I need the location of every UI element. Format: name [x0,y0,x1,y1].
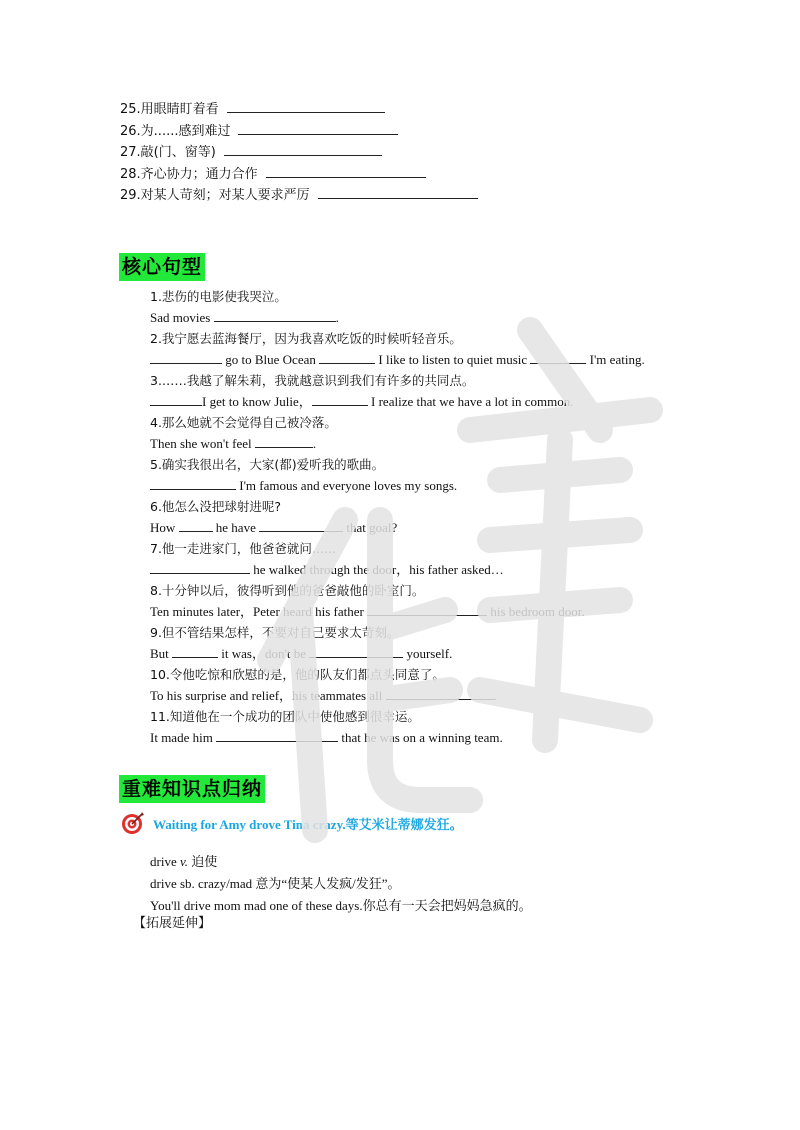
sentence-zh: 8.十分钟以后，彼得听到他的爸爸敲他的卧室门。 [150,583,425,598]
section-heading-key-points: 重难知识点归纳 [119,775,265,803]
sentence-en: But it was，don't be yourself. [150,643,710,664]
sentence-zh: 6.他怎么没把球射进呢? [150,499,282,514]
point-notes [150,851,710,917]
sentence-zh: 4.那么她就不会觉得自己被冷落。 [150,415,337,430]
sentence-en: Then she won't feel . [150,433,710,454]
point-title-text: Waiting for Amy drove Tina crazy.等艾米让蒂娜发狂。 [153,816,463,832]
sentence-zh: 2.我宁愿去蓝海餐厅，因为我喜欢吃饭的时候听轻音乐。 [150,331,462,346]
note-line: You'll drive mom mad one of these days.你总有一天会把妈妈急疯的。 [150,898,532,913]
note-line: drive sb. crazy/mad 意为“使某人发疯/发狂”。 [150,876,401,891]
sentence-en: How he have that goal? [150,517,710,538]
sentence-en: Sad movies . [150,307,710,328]
answer-blank [318,184,478,199]
sentence-en: he walked through the door，his father asked… [150,559,710,580]
point-title [121,810,463,836]
sentence-zh: 5.确实我很出名，大家(都)爱听我的歌曲。 [150,457,385,472]
sentence-en: Ten minutes later，Peter heard his father his bedroom door. [150,601,710,622]
sentence-list [150,286,710,748]
sentence-zh: 3.……我越了解朱莉，我就越意识到我们有许多的共同点。 [150,373,475,388]
sentence-en: It made him that he was on a winning team. [150,727,710,748]
vocab-item: 29.对某人苛刻；对某人要求严厉 [120,184,720,206]
sentence-zh: 10.令他吃惊和欣慰的是，他的队友们都点头同意了。 [150,667,445,682]
sentence-en: I'm famous and everyone loves my songs. [150,475,710,496]
vocab-item: 26.为......感到难过 [120,120,720,142]
answer-blank [224,141,382,156]
answer-blank [266,163,426,178]
sentence-zh: 9.但不管结果怎样，不要对自己要求太苛刻。 [150,625,400,640]
sentence-zh: 11.知道他在一个成功的团队中使他感到很幸运。 [150,709,420,724]
note-line: drive v. 迫使 [150,854,218,869]
sentence-en: go to Blue Ocean I like to listen to quiet music I'm eating. [150,349,710,370]
answer-blank [238,120,398,135]
vocab-item: 27.敲(门、窗等) [120,141,720,163]
sentence-en: I get to know Julie， I realize that we have a lot in common. [150,391,710,412]
vocab-item: 25.用眼睛盯着看 [120,98,720,120]
section-heading-key-sentences: 核心句型 [119,253,205,281]
sentence-zh: 7.他一走进家门，他爸爸就问...... [150,541,336,556]
extension-label: 【拓展延伸】 [133,916,212,931]
target-icon [121,811,145,835]
sentence-en: To his surprise and relief，his teammates all . [150,685,710,706]
sentence-zh: 1.悲伤的电影使我哭泣。 [150,289,287,304]
vocab-list [120,98,720,206]
vocab-item: 28.齐心协力；通力合作 [120,163,720,185]
answer-blank [227,98,385,113]
